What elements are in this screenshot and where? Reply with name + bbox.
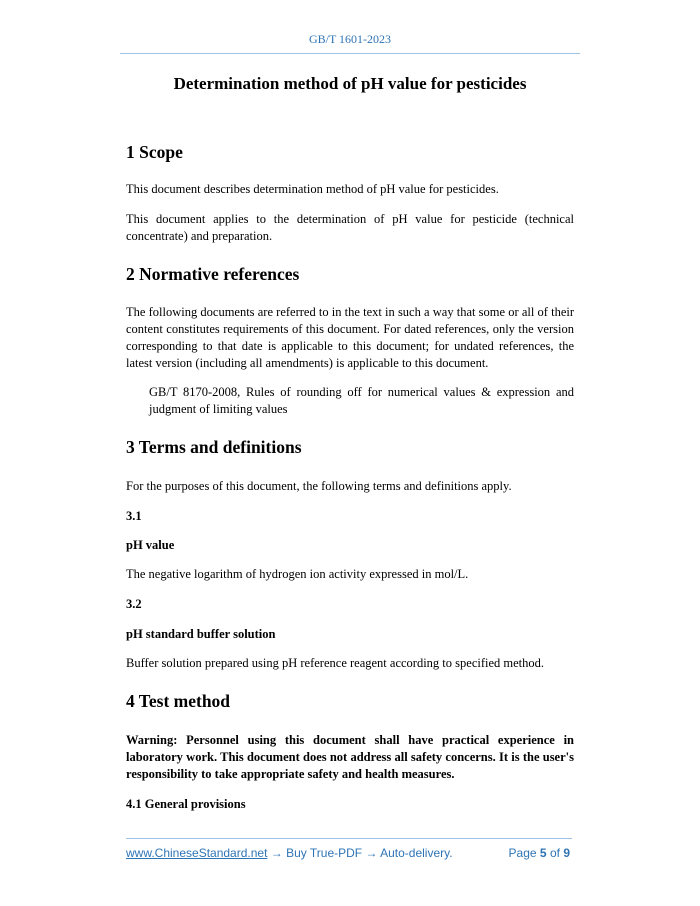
standard-code: GB/T 1601-2023 <box>308 32 392 46</box>
page-current: 5 <box>539 846 547 860</box>
term-2-number: 3.2 <box>126 597 142 611</box>
section-4-heading: 4 Test method <box>126 691 231 711</box>
header-divider <box>120 53 580 54</box>
section-3-heading: 3 Terms and definitions <box>126 437 302 457</box>
term-1-name: pH value <box>126 538 175 552</box>
subsection-4-1-heading: 4.1 General provisions <box>126 797 246 811</box>
footer-divider <box>126 838 572 839</box>
safety-warning: Warning: Personnel using this document shall have practical experience in laboratory work. This document does not address all safety concerns. It is the user's responsibility to take appropriate safety and health measures. <box>126 733 574 781</box>
page-footer <box>126 846 572 860</box>
page-label: Page <box>508 846 537 860</box>
section-2-paragraph-1: The following documents are referred to in the text in such a way that some or all of their content constitutes requirements of this document. For dated references, only the version corresponding to that date is applicable to this document; for undated references, the latest version (including all amendments) is applicable to this document. <box>126 305 574 370</box>
section-1-paragraph-2: This document applies to the determination of pH value for pesticide (technical concentrate) and preparation. <box>126 212 574 243</box>
section-1-heading: 1 Scope <box>126 142 183 162</box>
term-2-name: pH standard buffer solution <box>126 627 276 641</box>
website-link[interactable]: www.ChineseStandard.net <box>126 846 268 860</box>
section-1-paragraph-1: This document describes determination method of pH value for pesticides. <box>126 182 499 196</box>
page-indicator <box>509 846 570 860</box>
document-title: Determination method of pH value for pesticides <box>173 74 527 93</box>
term-1-definition: The negative logarithm of hydrogen ion activity expressed in mol/L. <box>126 567 469 581</box>
footer-tagline: → Buy True-PDF → Auto-delivery. <box>267 846 453 860</box>
page-total: 9 <box>563 846 570 860</box>
normative-reference-item: GB/T 8170-2008, Rules of rounding off for numerical values & expression and judgment of limiting values <box>149 385 574 416</box>
term-1-number: 3.1 <box>126 509 142 523</box>
term-2-definition: Buffer solution prepared using pH reference reagent according to specified method. <box>126 656 545 670</box>
page-of: of <box>549 846 560 860</box>
section-2-heading: 2 Normative references <box>126 264 300 284</box>
section-3-paragraph-1: For the purposes of this document, the following terms and definitions apply. <box>126 479 512 493</box>
